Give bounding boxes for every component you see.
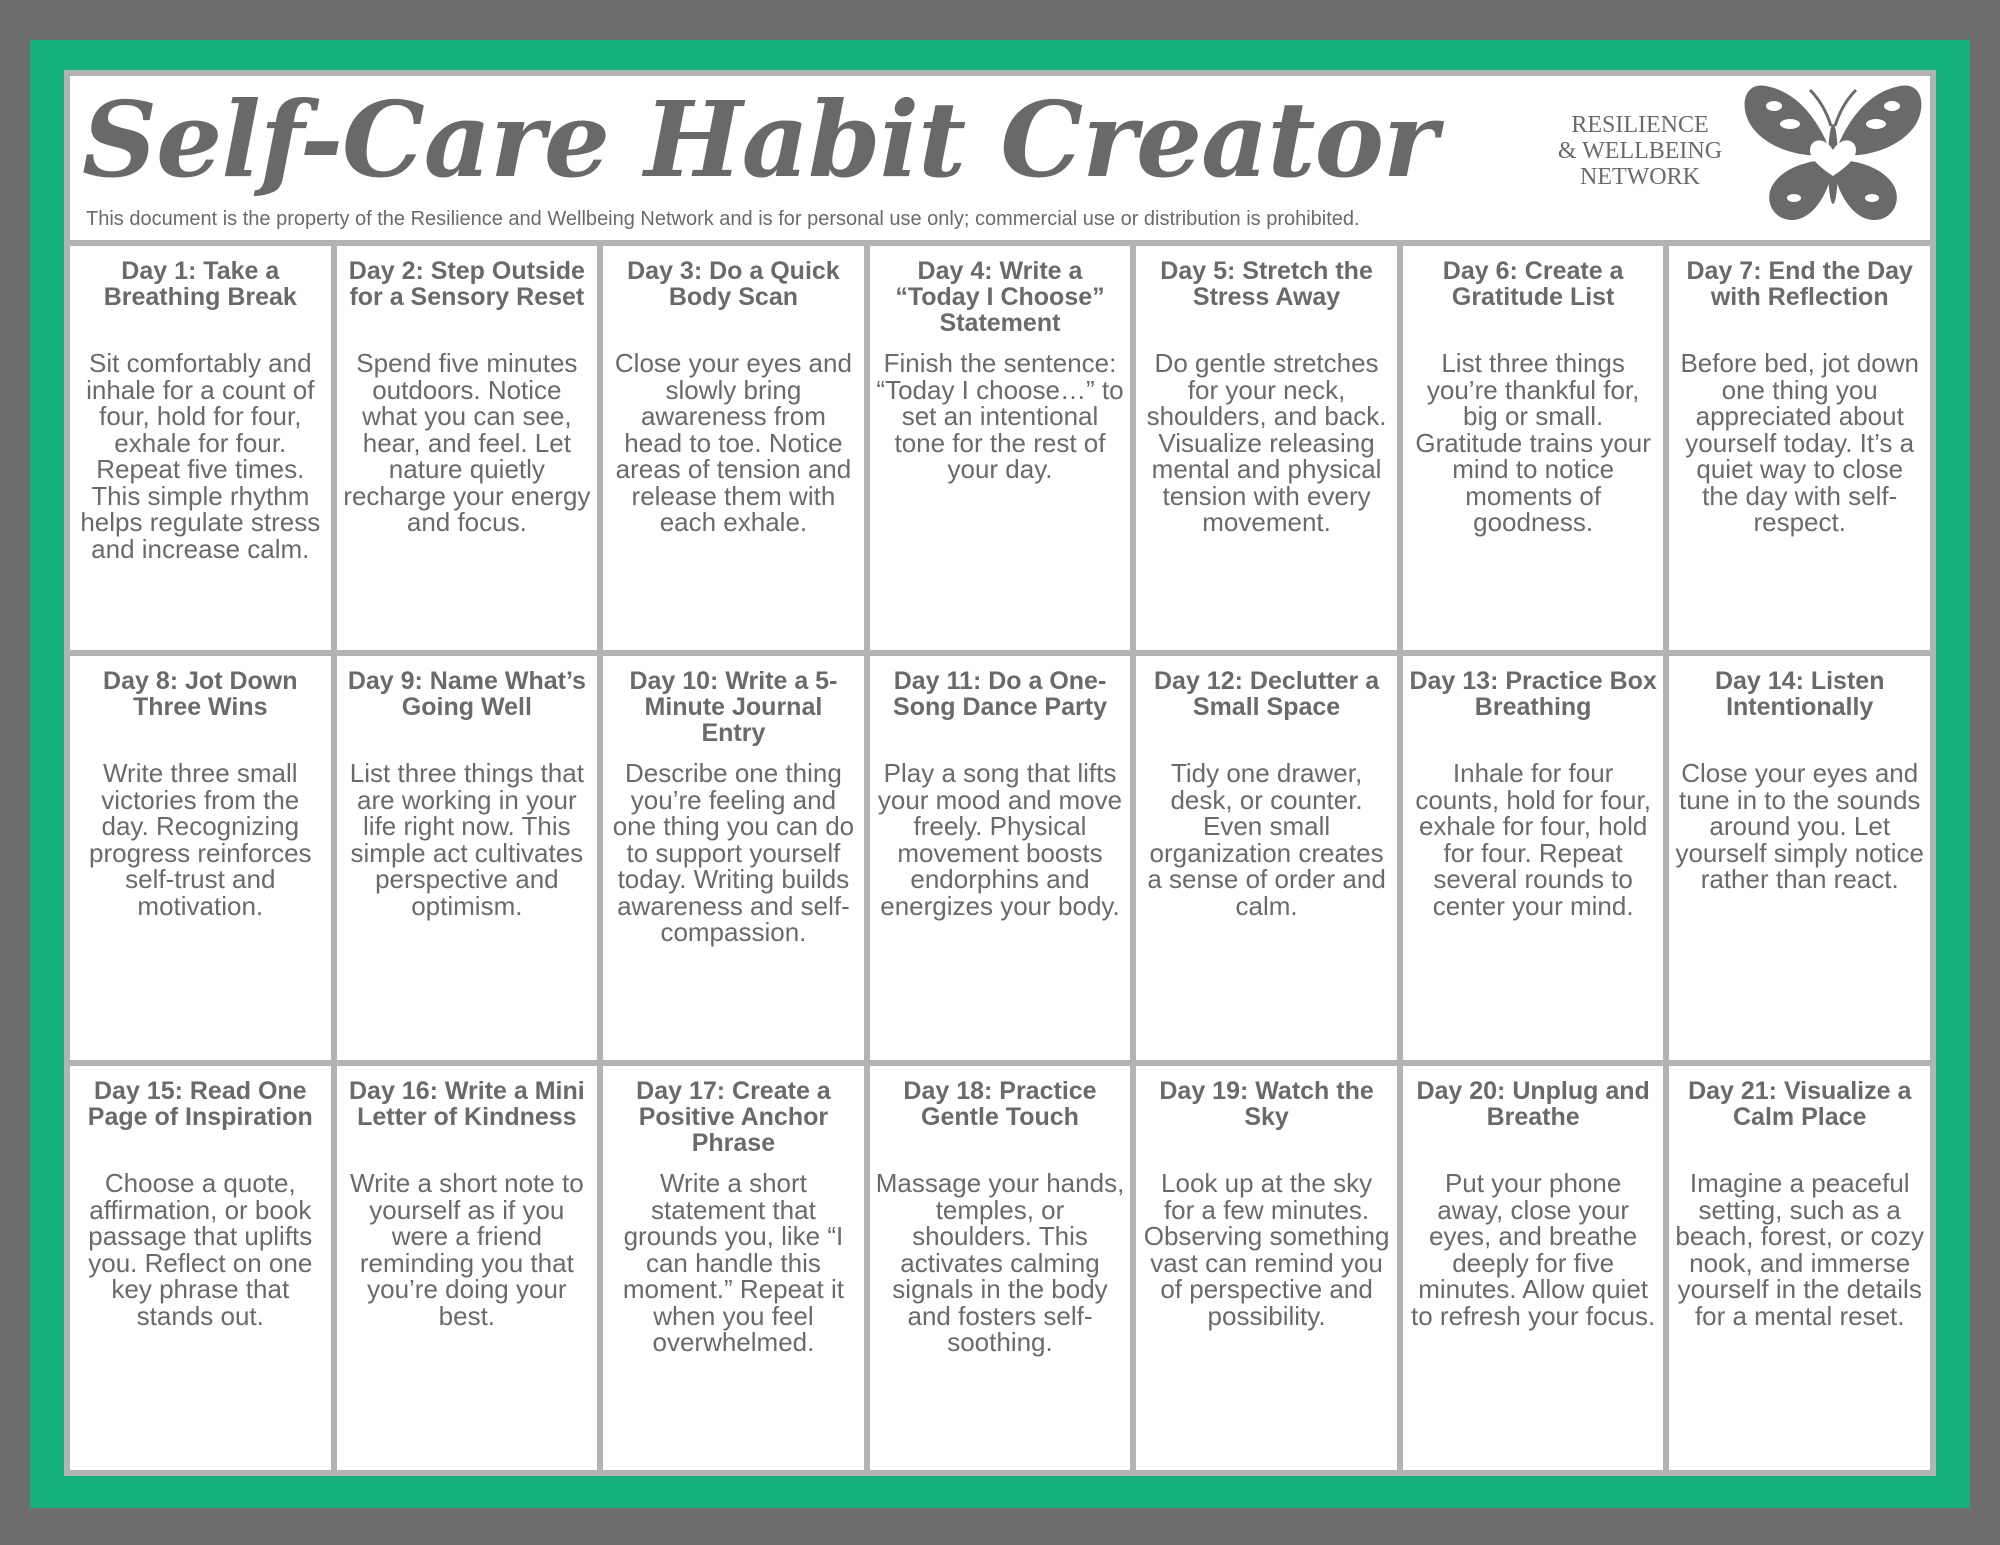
- day-description: Imagine a peaceful setting, such as a beach, forest, or cozy nook, and immerse yourself in the details for a mental reset.: [1675, 1168, 1924, 1331]
- day-card: [603, 246, 864, 650]
- day-description: Tidy one drawer, desk, or counter. Even small organization creates a sense of order and calm.: [1147, 758, 1386, 921]
- day-title: Day 18: Practice Gentle Touch: [903, 1077, 1097, 1131]
- day-card: [337, 656, 598, 1060]
- day-title: Day 14: Listen Intentionally: [1714, 667, 1885, 721]
- day-card: [337, 246, 598, 650]
- day-title: Day 5: Stretch the Stress Away: [1160, 257, 1373, 311]
- day-card: [1669, 656, 1930, 1060]
- day-description: Finish the sentence: “Today I choose…” to set an intentional tone for the rest of your day.: [876, 348, 1124, 484]
- day-title: Day 10: Write a 5-Minute Journal Entry: [629, 667, 838, 747]
- day-card: [870, 246, 1131, 650]
- logo-line: & WELLBEING: [1557, 138, 1723, 164]
- day-title: Day 11: Do a One-Song Dance Party: [893, 667, 1107, 721]
- day-title: Day 16: Write a Mini Letter of Kindness: [348, 1077, 585, 1131]
- day-card: [70, 1066, 331, 1470]
- day-description: List three things you’re thankful for, big or small. Gratitude trains your mind to notice moments of goodness.: [1415, 348, 1651, 537]
- butterfly-heart-icon: [1738, 80, 1928, 232]
- day-description: Sit comfortably and inhale for a count of four, hold for four, exhale for four. Repeat five times. This simple rhythm helps regulate stress and increase calm.: [80, 348, 321, 564]
- header: [70, 76, 1930, 240]
- day-title: Day 6: Create a Gratitude List: [1442, 257, 1624, 311]
- day-card: [1403, 1066, 1664, 1470]
- day-title: Day 20: Unplug and Breathe: [1416, 1077, 1650, 1131]
- day-card: [70, 656, 331, 1060]
- day-card: [870, 1066, 1131, 1470]
- day-card: [870, 656, 1131, 1060]
- day-title: Day 21: Visualize a Calm Place: [1688, 1077, 1912, 1131]
- day-card: [1136, 246, 1397, 650]
- day-title: Day 7: End the Day with Reflection: [1686, 257, 1913, 311]
- day-card: [337, 1066, 598, 1470]
- day-title: Day 3: Do a Quick Body Scan: [627, 257, 840, 311]
- day-description: Write three small victories from the day. Recognizing progress reinforces self-trust and motivation.: [89, 758, 312, 921]
- day-description: Before bed, jot down one thing you appreciated about yourself today. It’s a quiet way to close the day with self-respect.: [1680, 348, 1919, 537]
- day-card: [1669, 1066, 1930, 1470]
- day-description: Put your phone away, close your eyes, and breathe deeply for five minutes. Allow quiet to refresh your focus.: [1411, 1168, 1656, 1331]
- day-title: Day 13: Practice Box Breathing: [1409, 667, 1657, 721]
- day-title: Day 9: Name What’s Going Well: [347, 667, 586, 721]
- day-description: Choose a quote, affirmation, or book passage that uplifts you. Reflect on one key phrase that stands out.: [88, 1168, 313, 1331]
- day-description: Close your eyes and slowly bring awareness from head to toe. Notice areas of tension and release them with each exhale.: [614, 348, 852, 537]
- day-title: Day 15: Read One Page of Inspiration: [87, 1077, 313, 1131]
- day-description: Do gentle stretches for your neck, shoulders, and back. Visualize releasing mental and physical tension with every movement.: [1146, 348, 1387, 537]
- day-description: Describe one thing you’re feeling and one thing you can do to support yourself today. Writing builds awareness and self-compassion.: [612, 758, 855, 947]
- page-title: Self-Care Habit Creator: [82, 78, 1437, 201]
- day-card: [1136, 656, 1397, 1060]
- day-description: Close your eyes and tune in to the sounds around you. Let yourself simply notice rather than react.: [1675, 758, 1924, 894]
- organization-logo-text: [1540, 112, 1740, 190]
- day-description: Write a short statement that grounds you, like “I can handle this moment.” Repeat it when you feel overwhelmed.: [622, 1168, 844, 1357]
- day-card: [603, 1066, 864, 1470]
- day-title: Day 1: Take a Breathing Break: [103, 257, 297, 311]
- day-card: [70, 246, 331, 650]
- day-description: Inhale for four counts, hold for four, exhale for four, hold for four. Repeat several rounds to center your mind.: [1415, 758, 1651, 921]
- habit-grid: [70, 246, 1930, 1470]
- day-title: Day 8: Jot Down Three Wins: [103, 667, 298, 721]
- day-card: [1403, 656, 1664, 1060]
- day-description: Spend five minutes outdoors. Notice what you can see, hear, and feel. Let nature quietly recharge your energy and focus.: [343, 348, 591, 537]
- day-description: Massage your hands, temples, or shoulders. This activates calming signals in the body and fosters self-soothing.: [875, 1168, 1125, 1357]
- day-description: List three things that are working in your life right now. This simple act cultivates perspective and optimism.: [349, 758, 584, 921]
- day-title: Day 17: Create a Positive Anchor Phrase: [636, 1077, 831, 1157]
- logo-line: NETWORK: [1580, 164, 1700, 190]
- logo-line: RESILIENCE: [1571, 112, 1709, 138]
- copyright-notice: This document is the property of the Resilience and Wellbeing Network and is for personal use only; commercial use or distribution is prohibited.: [86, 208, 1360, 230]
- day-title: Day 4: Write a “Today I Choose” Statement: [895, 257, 1105, 337]
- day-card: [1669, 246, 1930, 650]
- day-description: Look up at the sky for a few minutes. Observing something vast can remind you of perspective and possibility.: [1143, 1168, 1390, 1331]
- day-card: [1136, 1066, 1397, 1470]
- day-card: [603, 656, 864, 1060]
- day-title: Day 12: Declutter a Small Space: [1154, 667, 1380, 721]
- day-title: Day 19: Watch the Sky: [1159, 1077, 1374, 1131]
- day-card: [1403, 246, 1664, 650]
- day-description: Play a song that lifts your mood and move freely. Physical movement boosts endorphins and energizes your body.: [877, 758, 1123, 921]
- day-description: Write a short note to yourself as if you were a friend reminding you that you’re doing your best.: [350, 1168, 584, 1331]
- day-title: Day 2: Step Outside for a Sensory Reset: [348, 257, 585, 311]
